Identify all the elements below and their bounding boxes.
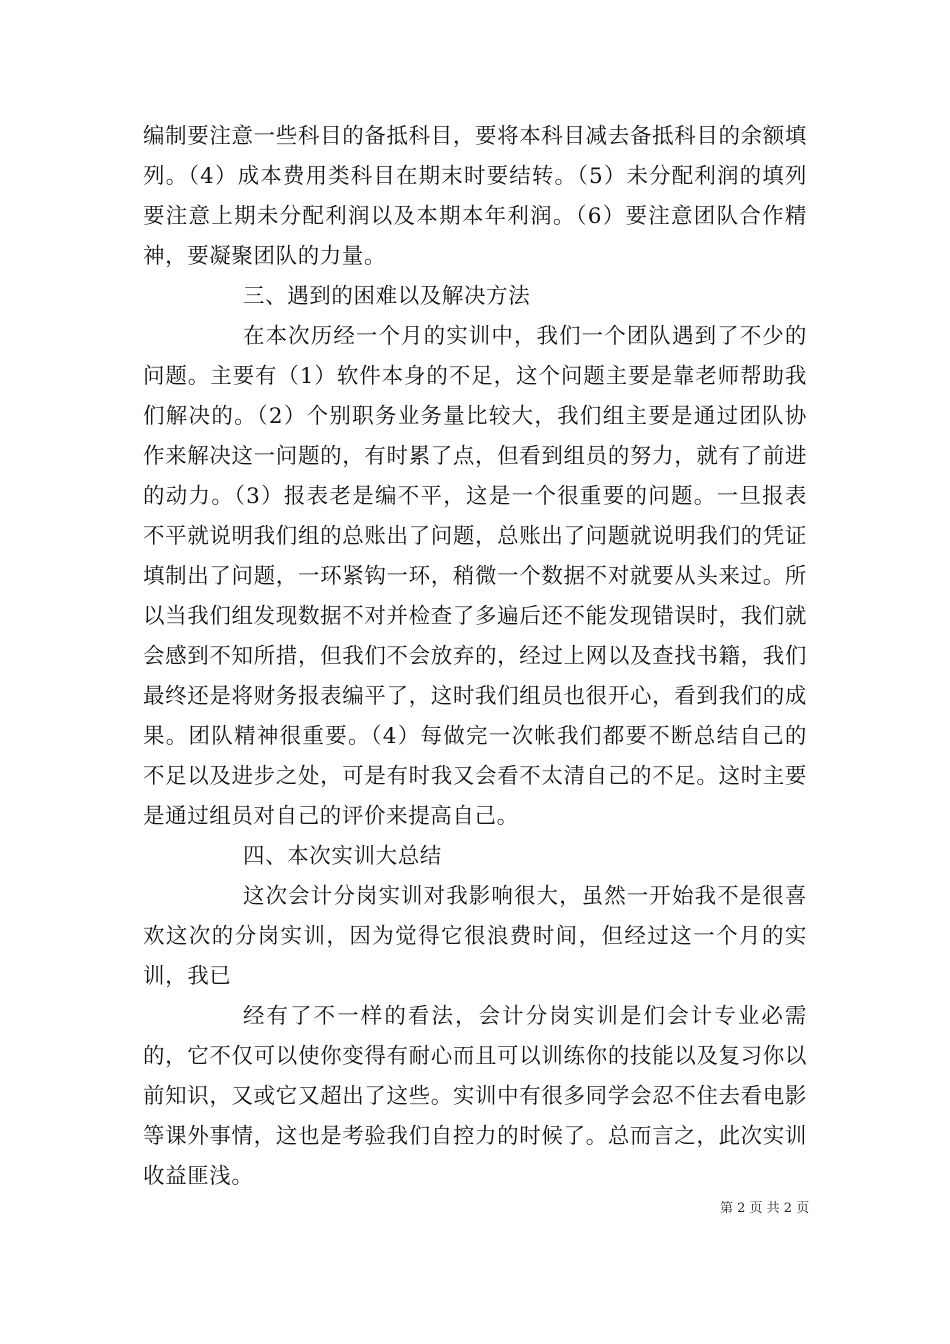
section-heading-summary: 四、本次实训大总结 bbox=[243, 844, 442, 869]
document-body bbox=[143, 117, 807, 1197]
paragraph-account-notes: 编制要注意一些科目的备抵科目，要将本科目减去备抵科目的余额填列。（4）成本费用类科目在期末时要结转。（5）未分配利润的填列要注意上期未分配利润以及本期本年利润。（6）要注意团队合作精神，要凝聚团队的力量。 bbox=[143, 124, 807, 269]
paragraph-summary-continued: 经有了不一样的看法，会计分岗实训是们会计专业必需的，它不仅可以使你变得有耐心而且可以训练你的技能以及复习你以前知识，又或它又超出了这些。实训中有很多同学会忍不住去看电影等课外事情，这也是考验我们自控力的时候了。总而言之，此次实训收益匪浅。 bbox=[143, 1004, 807, 1189]
page-number: 第 2 页 共 2 页 bbox=[720, 1201, 810, 1216]
paragraph-difficulties: 在本次历经一个月的实训中，我们一个团队遇到了不少的问题。主要有（1）软件本身的不足，这个问题主要是靠老师帮助我们解决的。（2）个别职务业务量比较大，我们组主要是通过团队协作来解决这一问题的，有时累了点，但看到组员的努力，就有了前进的动力。（3）报表老是编不平，这是一个很重要的问题。一旦报表不平就说明我们组的总账出了问题，总账出了问题就说明我们的凭证填制出了问题，一环紧钩一环，稍微一个数据不对就要从头来过。所以当我们组发现数据不对并检查了多遍后还不能发现错误时，我们就会感到不知所措，但我们不会放弃的，经过上网以及查找书籍，我们最终还是将财务报表编平了，这时我们组员也很开心，看到我们的成果。团队精神很重要。（4）每做完一次帐我们都要不断总结自己的不足以及进步之处，可是有时我又会看不太清自己的不足。这时主要是通过组员对自己的评价来提高自己。 bbox=[143, 324, 807, 829]
section-heading-difficulties: 三、遇到的困难以及解决方法 bbox=[243, 284, 531, 309]
paragraph-summary-start: 这次会计分岗实训对我影响很大，虽然一开始我不是很喜欢这次的分岗实训，因为觉得它很浪费时间，但经过这一个月的实训，我已 bbox=[143, 884, 807, 989]
